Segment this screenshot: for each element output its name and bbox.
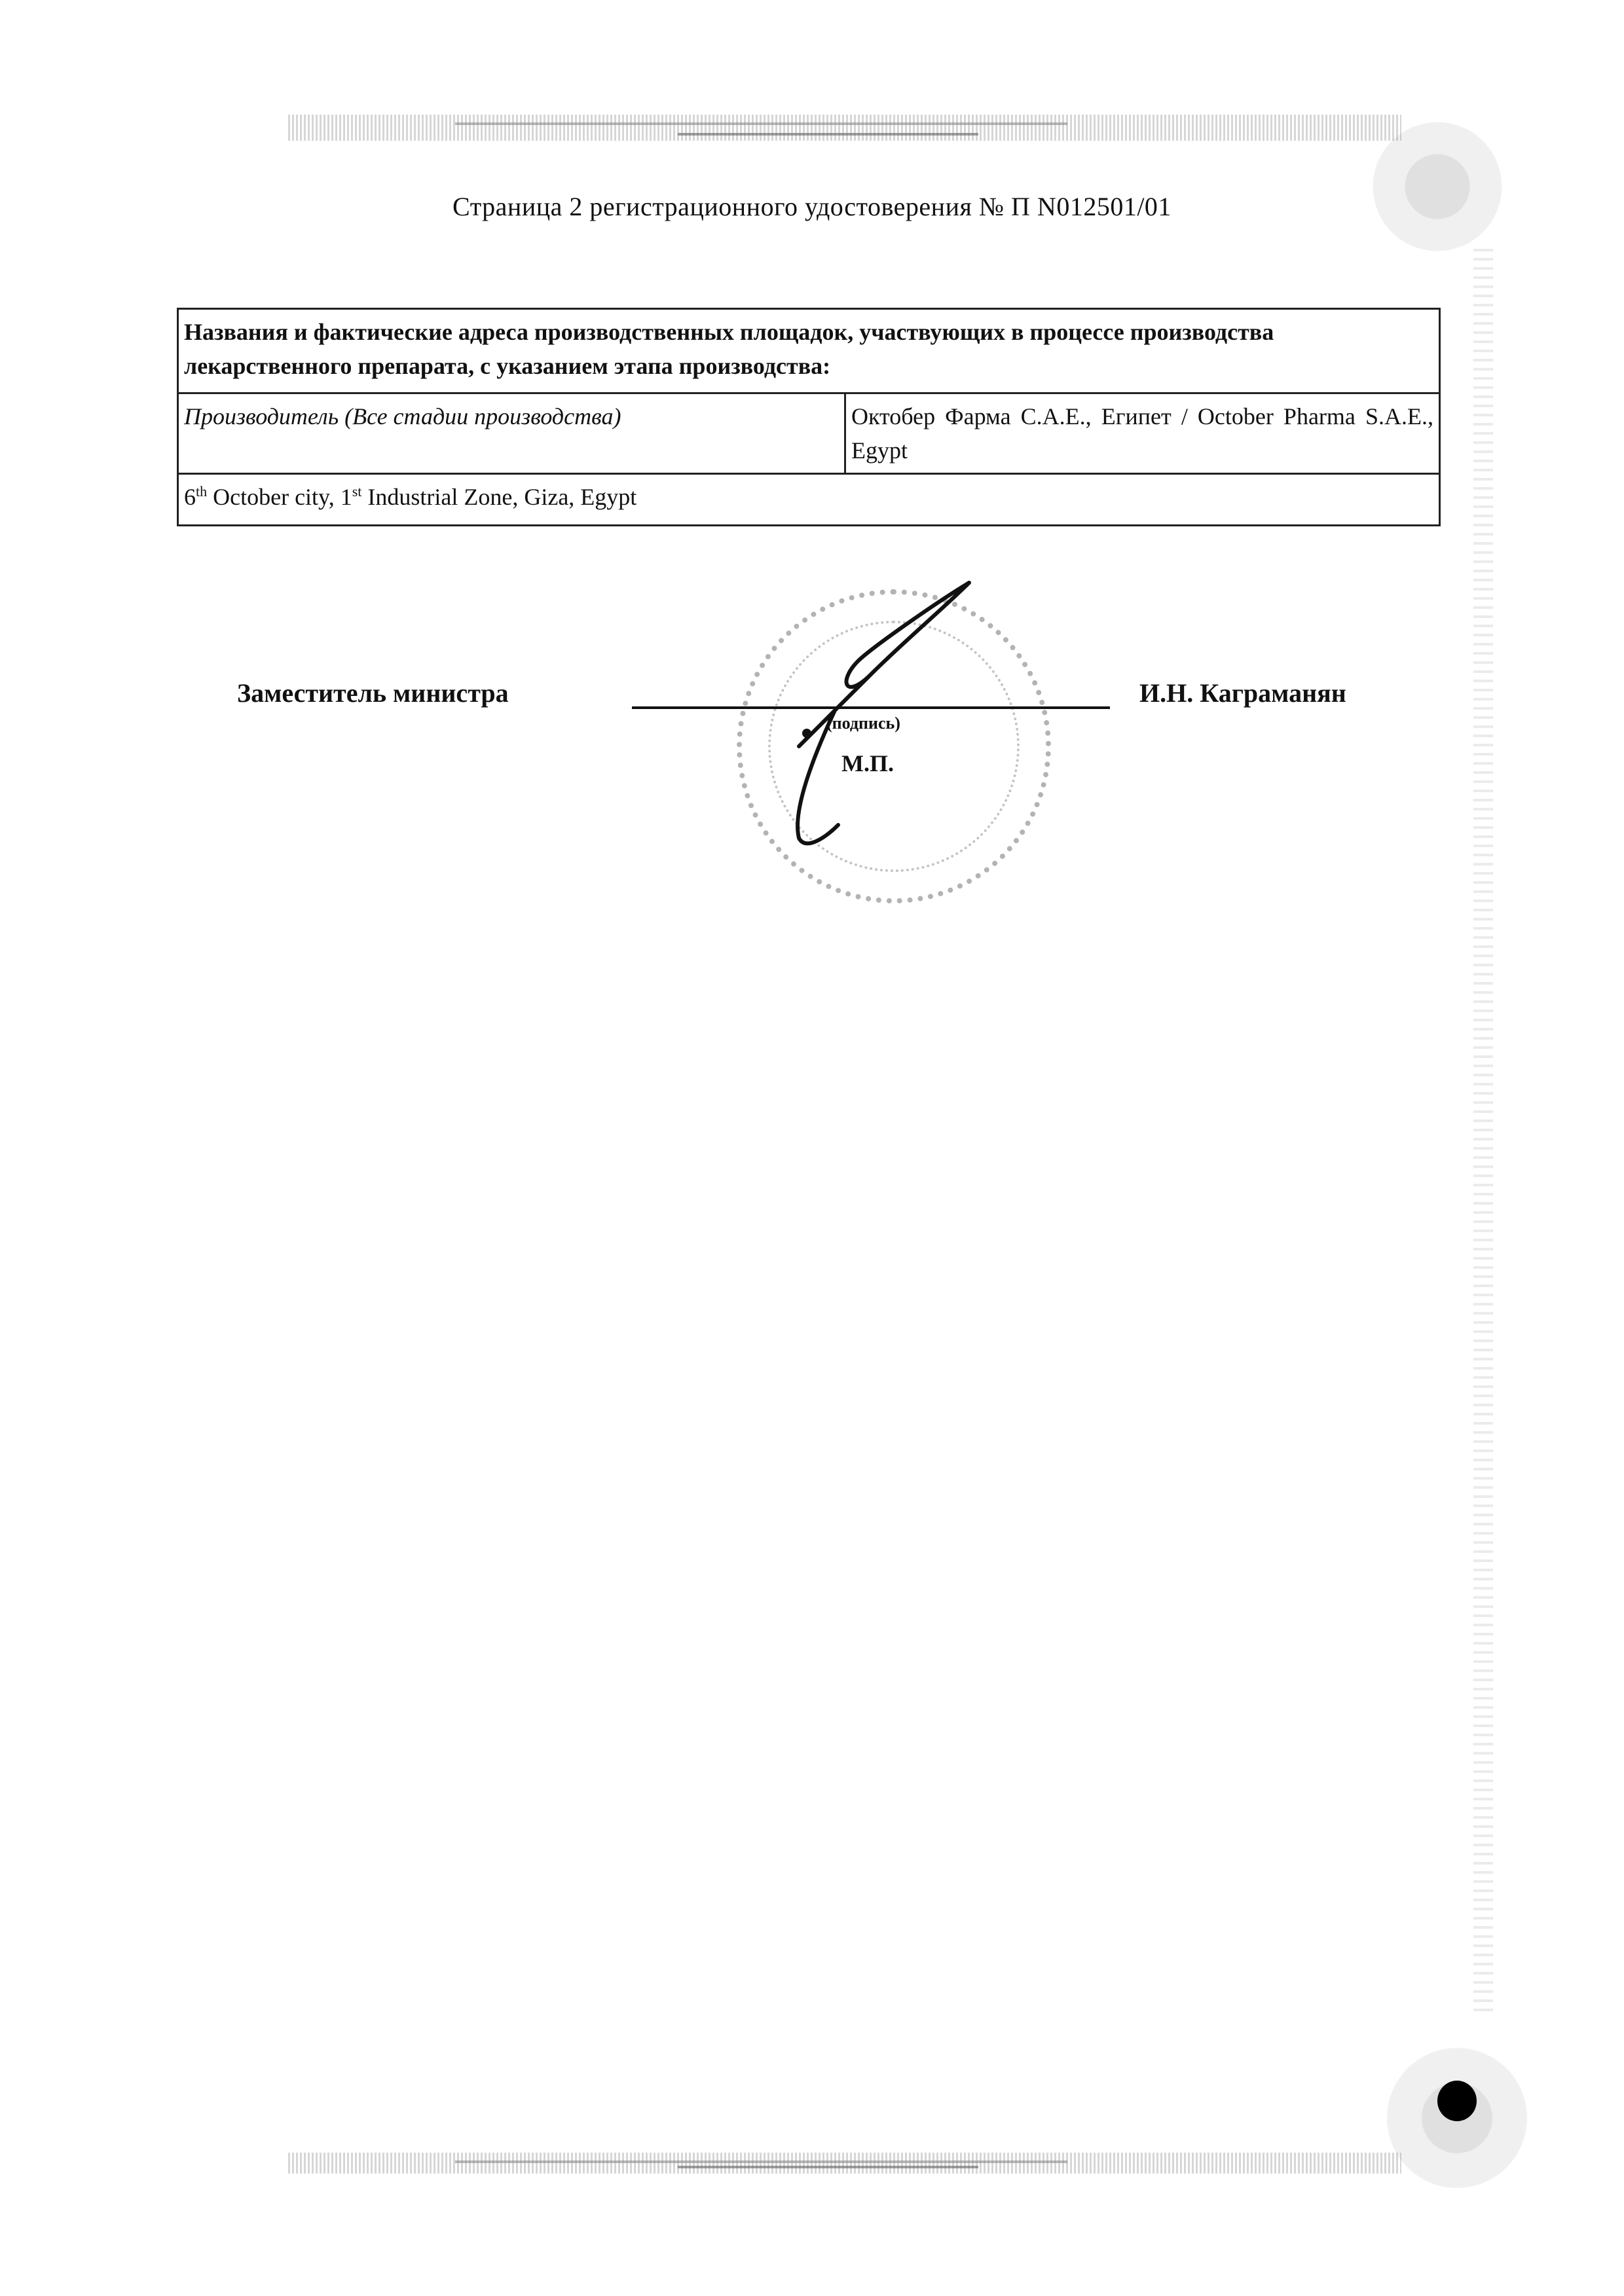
manufacturer-name: Октобер Фарма С.А.Е., Египет / October Pharma S.A.E., Egypt	[845, 393, 1440, 474]
security-rosette-top	[1362, 111, 1513, 262]
manufacturer-address	[178, 474, 1440, 526]
address-part: 6	[184, 484, 196, 511]
signature-line	[632, 706, 1110, 709]
page-heading: Страница 2 регистрационного удостоверения № П N012501/01	[452, 192, 1172, 221]
address-superscript: st	[352, 483, 362, 500]
table-header: Названия и фактические адреса производственных площадок, участвующих в процессе производства лекарственного препарата, с указанием этапа производства:	[178, 309, 1440, 393]
security-side-strip	[1473, 249, 1493, 2016]
manufacturer-role: Производитель (Все стадии производства)	[178, 393, 845, 474]
decorative-band-bottom	[288, 2153, 1401, 2174]
production-sites-table	[177, 308, 1441, 526]
address-part: Industrial Zone, Giza, Egypt	[361, 484, 637, 511]
signer-name: И.Н. Каграманян	[1139, 678, 1346, 708]
signature-caption: (подпись)	[826, 714, 900, 733]
address-part: October city, 1	[207, 484, 352, 511]
signature-row	[0, 678, 1624, 717]
punch-hole-mark	[1437, 2081, 1477, 2121]
signer-position: Заместитель министра	[237, 678, 509, 708]
table-header-row	[178, 309, 1440, 393]
address-superscript: th	[196, 483, 208, 500]
decorative-band-top	[288, 115, 1401, 141]
stamp-place-label: М.П.	[841, 750, 894, 776]
table-row	[178, 393, 1440, 474]
table-row-address	[178, 474, 1440, 526]
